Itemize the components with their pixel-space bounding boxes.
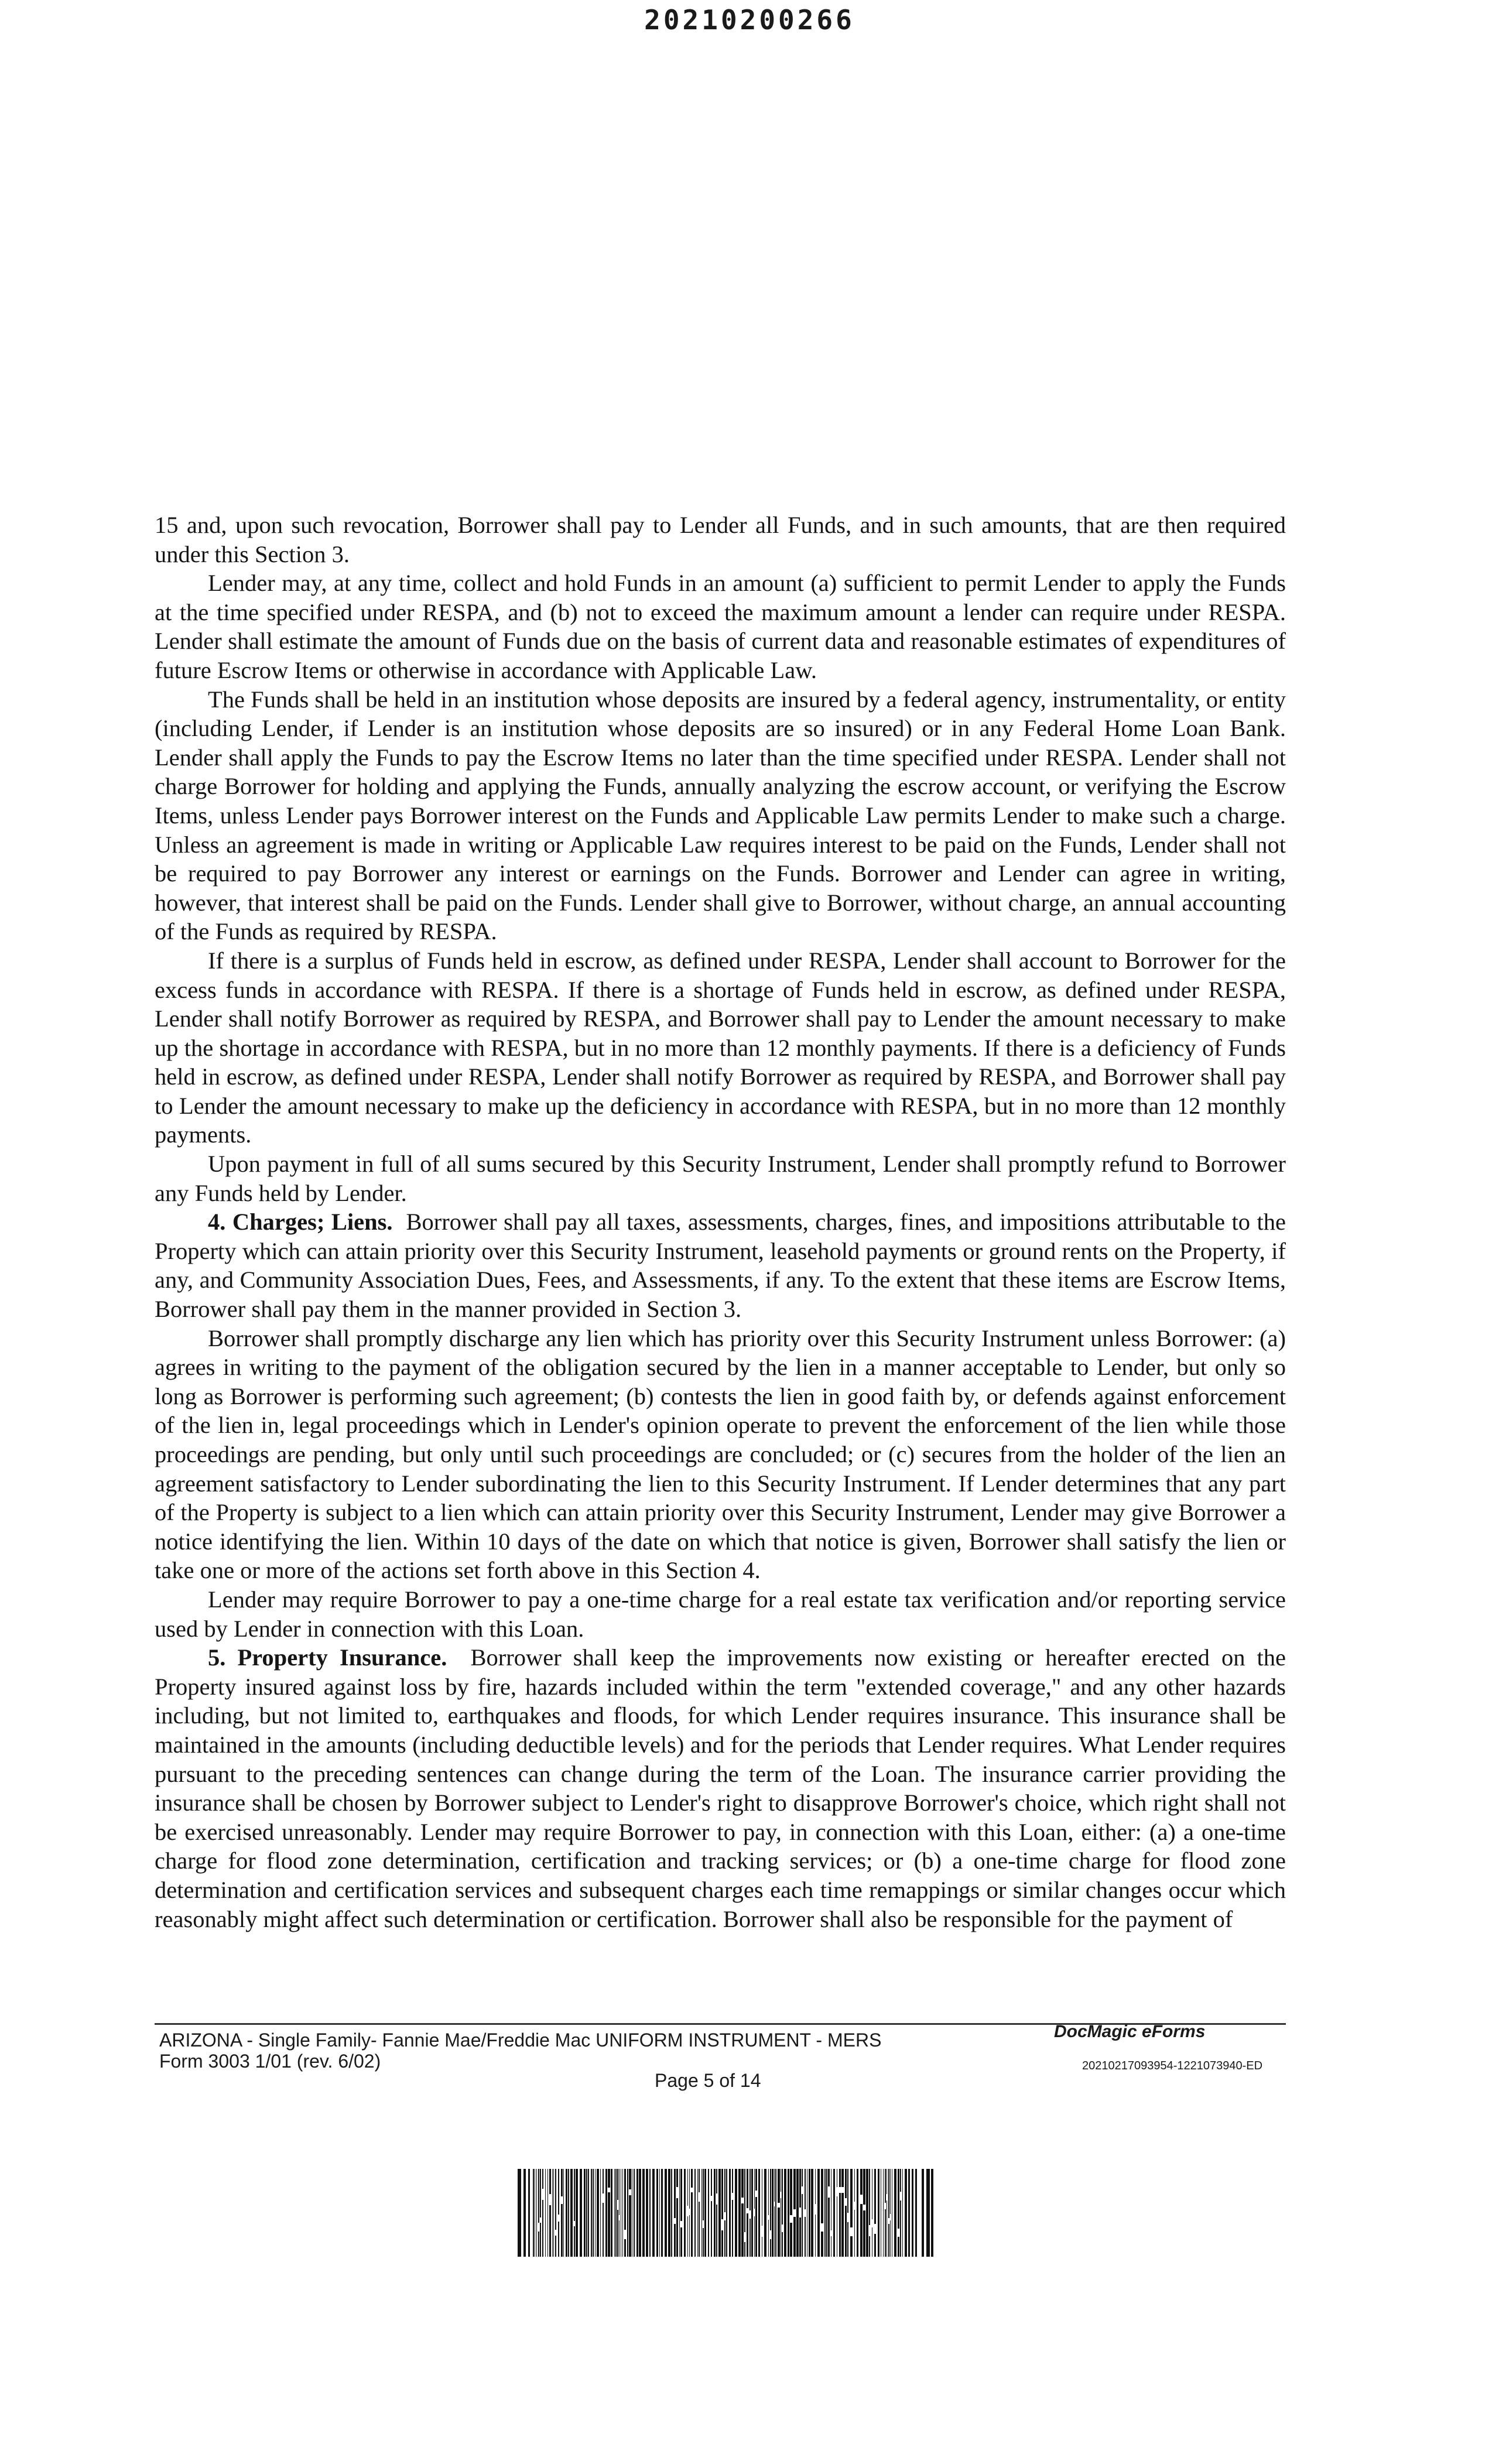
paragraph: If there is a surplus of Funds held in escrow, as defined under RESPA, Lender shall account to Borrower for the excess funds in accordance with RESPA. If there is a shortage of Funds held in escrow, as defined under RESPA, Lender shall notify Borrower as required by RESPA, and Borrower shall pay to Lender the amount necessary to make up the shortage in accordance with RESPA, but in no more than 12 monthly payments. If there is a deficiency of Funds held in escrow, as defined under RESPA, Lender shall notify Borrower as required by RESPA, and Borrower shall pay to Lender the amount necessary to make up the deficiency in accordance with RESPA, but in no more than 12 monthly payments. [155,947,1286,1148]
paragraph: Lender may require Borrower to pay a one-time charge for a real estate tax verification and/or reporting service used by Lender in connection with this Loan. [155,1586,1286,1642]
form-title: ARIZONA - Single Family- Fannie Mae/Freddie Mac UNIFORM INSTRUMENT - MERS [159,2030,882,2051]
paragraph: Borrower shall promptly discharge any lien which has priority over this Security Instrument unless Borrower: (a) agrees in writing to the payment of the obligation secured by the lien in a manner acceptable to Lender, but only so long as Borrower is performing such agreement; (b) contests the lien in good faith by, or defends against enforcement of the lien in, legal proceedings which in Lender's opinion operate to prevent the enforcement of the lien while those proceedings are pending, but only until such proceedings are concluded; or (c) secures from the holder of the lien an agreement satisfactory to Lender subordinating the lien to this Security Instrument. If Lender determines that any part of the Property is subject to a lien which can attain priority over this Security Instrument, Lender may give Borrower a notice identifying the lien. Within 10 days of the date on which that notice is given, Borrower shall satisfy the lien or take one or more of the actions set forth above in this Section 4. [155,1325,1286,1584]
paragraph: 15 and, upon such revocation, Borrower shall pay to Lender all Funds, and in such amounts, that are then required under this Section 3. [155,512,1286,567]
section-heading: 5. Property Insurance. [208,1644,447,1671]
barcode-image [518,2169,935,2257]
page-number: Page 5 of 14 [655,2070,761,2091]
document-number: 20210200266 [644,4,855,36]
section-paragraph [155,1643,1286,1933]
section-text: Borrower shall keep the improvements now existing or hereafter erected on the Property insured against loss by fire, hazards included within the term "extended coverage," and any other hazards including, but not limited to, earthquakes and floods, for which Lender requires insurance. This insurance shall be maintained in the amounts (including deductible levels) and for the periods that Lender requires. What Lender requires pursuant to the preceding sentences can change during the term of the Loan. The insurance carrier providing the insurance shall be chosen by Borrower subject to Lender's right to disapprove Borrower's choice, which right shall not be exercised unreasonably. Lender may require Borrower to pay, in connection with this Loan, either: (a) a one-time charge for flood zone determination, certification and tracking services; or (b) a one-time charge for flood zone determination and certification services and subsequent charges each time remappings or similar changes occur which reasonably might affect such determination or certification. Borrower shall also be responsible for the payment of [155,1644,1286,1932]
form-number: Form 3003 1/01 (rev. 6/02) [159,2051,381,2072]
section-text: Borrower shall pay all taxes, assessments, charges, fines, and impositions attributable to the Property which can attain priority over this Security Instrument, leasehold payments or ground rents on the Property, if any, and Community Association Dues, Fees, and Assessments, if any. To the extent that these items are Escrow Items, Borrower shall pay them in the manner provided in Section 3. [155,1209,1286,1323]
paragraph: The Funds shall be held in an institution whose deposits are insured by a federal agency, instrumentality, or entity (including Lender, if Lender is an institution whose deposits are so insured) or in any Federal Home Loan Bank. Lender shall apply the Funds to pay the Escrow Items no later than the time specified under RESPA. Lender shall not charge Borrower for holding and applying the Funds, annually analyzing the escrow account, or verifying the Escrow Items, unless Lender pays Borrower interest on the Funds and Applicable Law permits Lender to make such a charge. Unless an agreement is made in writing or Applicable Law requires interest to be paid on the Funds, Lender shall not be required to pay Borrower any interest or earnings on the Funds. Borrower and Lender can agree in writing, however, that interest shall be paid on the Funds. Lender shall give to Borrower, without charge, an annual accounting of the Funds as required by RESPA. [155,686,1286,945]
docmagic-brand: DocMagic eForms [1054,2022,1206,2041]
form-identification [159,2030,881,2072]
section-paragraph [155,1207,1286,1323]
paragraph: Upon payment in full of all sums secured by this Security Instrument, Lender shall promptly refund to Borrower any Funds held by Lender. [155,1151,1286,1206]
section-heading: 4. Charges; Liens. [208,1209,393,1236]
document-body [155,511,1286,1933]
tracking-code: 20210217093954-1221073940-ED [1082,2059,1263,2072]
paragraph: Lender may, at any time, collect and hold Funds in an amount (a) sufficient to permit Lender to apply the Funds at the time specified under RESPA, and (b) not to exceed the maximum amount a lender can require under RESPA. Lender shall estimate the amount of Funds due on the basis of current data and reasonable estimates of expenditures of future Escrow Items or otherwise in accordance with Applicable Law. [155,570,1286,683]
